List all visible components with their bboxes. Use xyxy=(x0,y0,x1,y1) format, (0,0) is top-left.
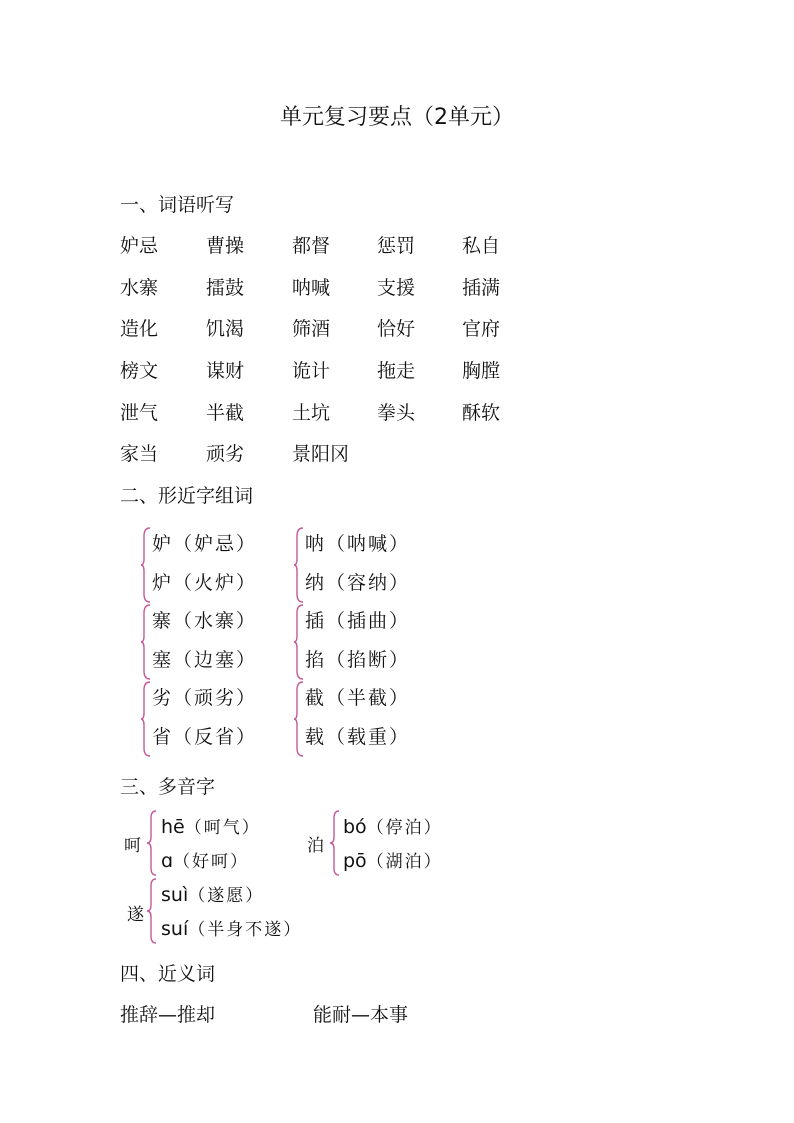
brace-icon xyxy=(140,680,152,758)
polyphone-char: 遂 xyxy=(127,905,144,925)
similar-char-line: 插（插曲） xyxy=(305,610,411,632)
section-heading-dictation: 一、词语听写 xyxy=(120,194,235,216)
vocab-word: 酥软 xyxy=(462,402,501,424)
vocab-word: 插满 xyxy=(462,277,501,299)
polyphone-group xyxy=(307,808,467,878)
vocab-word: 拳头 xyxy=(377,402,416,424)
polyphone-reading: suì（遂愿） xyxy=(161,884,265,906)
brace-icon xyxy=(329,808,341,878)
similar-char-line: 掐（掐断） xyxy=(305,649,411,671)
polyphone-char: 呵 xyxy=(124,836,141,856)
polyphone-reading: hē（呵气） xyxy=(161,816,261,838)
polyphone-reading: ɑ（好呵） xyxy=(161,850,250,872)
vocab-word: 景阳冈 xyxy=(292,443,350,465)
vocab-word: 泄气 xyxy=(120,402,159,424)
polyphone-reading: suí（半身不遂） xyxy=(161,918,303,940)
vocab-word: 私自 xyxy=(462,235,501,257)
brace-icon xyxy=(140,526,152,604)
similar-char-line: 纳（容纳） xyxy=(305,572,411,594)
vocab-word: 官府 xyxy=(462,318,501,340)
section-heading-polyphones: 三、多音字 xyxy=(120,776,216,798)
similar-char-line: 妒（妒忌） xyxy=(152,533,258,555)
vocab-word: 半截 xyxy=(206,402,245,424)
vocab-word: 妒忌 xyxy=(120,235,159,257)
brace-icon xyxy=(293,603,305,681)
similar-char-line: 塞（边塞） xyxy=(152,649,258,671)
similar-char-line: 截（半截） xyxy=(305,687,411,709)
similar-char-line: 载（载重） xyxy=(305,726,411,748)
vocab-word: 呐喊 xyxy=(292,277,331,299)
brace-icon xyxy=(140,603,152,681)
section-heading-synonyms: 四、近义词 xyxy=(120,963,216,985)
similar-char-group xyxy=(293,526,443,604)
similar-char-line: 呐（呐喊） xyxy=(305,533,411,555)
vocab-word: 胸膛 xyxy=(462,360,501,382)
similar-char-line: 省（反省） xyxy=(152,726,258,748)
vocab-word: 筛酒 xyxy=(292,318,331,340)
vocab-word: 顽劣 xyxy=(206,443,245,465)
vocab-word: 擂鼓 xyxy=(206,277,245,299)
brace-icon xyxy=(293,680,305,758)
similar-char-group xyxy=(293,680,443,758)
vocab-word: 家当 xyxy=(120,443,159,465)
similar-char-group xyxy=(293,603,443,681)
section-heading-similar-chars: 二、形近字组词 xyxy=(120,485,254,507)
similar-char-group xyxy=(140,680,290,758)
similar-char-group xyxy=(140,526,290,604)
similar-char-line: 劣（顽劣） xyxy=(152,687,258,709)
synonym-pair: 推辞—推却 xyxy=(120,1004,216,1026)
polyphone-reading: pō（湖泊） xyxy=(343,850,443,872)
vocab-word: 曹操 xyxy=(206,235,245,257)
synonym-pair: 能耐—本事 xyxy=(313,1004,409,1026)
brace-icon xyxy=(146,876,158,946)
polyphone-group xyxy=(124,808,284,878)
similar-char-line: 炉（火炉） xyxy=(152,572,258,594)
page-title: 单元复习要点（2单元） xyxy=(280,105,514,130)
vocab-word: 诡计 xyxy=(292,360,331,382)
polyphone-char: 泊 xyxy=(307,836,324,856)
vocab-word: 饥渴 xyxy=(206,318,245,340)
similar-char-line: 寨（水寨） xyxy=(152,610,258,632)
vocab-word: 谋财 xyxy=(206,360,245,382)
vocab-word: 拖走 xyxy=(377,360,416,382)
similar-char-group xyxy=(140,603,290,681)
vocab-word: 土坑 xyxy=(292,402,331,424)
brace-icon xyxy=(146,808,158,878)
vocab-word: 都督 xyxy=(292,235,331,257)
vocab-word: 惩罚 xyxy=(377,235,416,257)
polyphone-group xyxy=(124,876,344,946)
vocab-word: 造化 xyxy=(120,318,159,340)
vocab-word: 支援 xyxy=(377,277,416,299)
brace-icon xyxy=(293,526,305,604)
vocab-word: 榜文 xyxy=(120,360,159,382)
vocab-word: 水寨 xyxy=(120,277,159,299)
polyphone-reading: bó（停泊） xyxy=(343,816,443,838)
vocab-word: 恰好 xyxy=(377,318,416,340)
